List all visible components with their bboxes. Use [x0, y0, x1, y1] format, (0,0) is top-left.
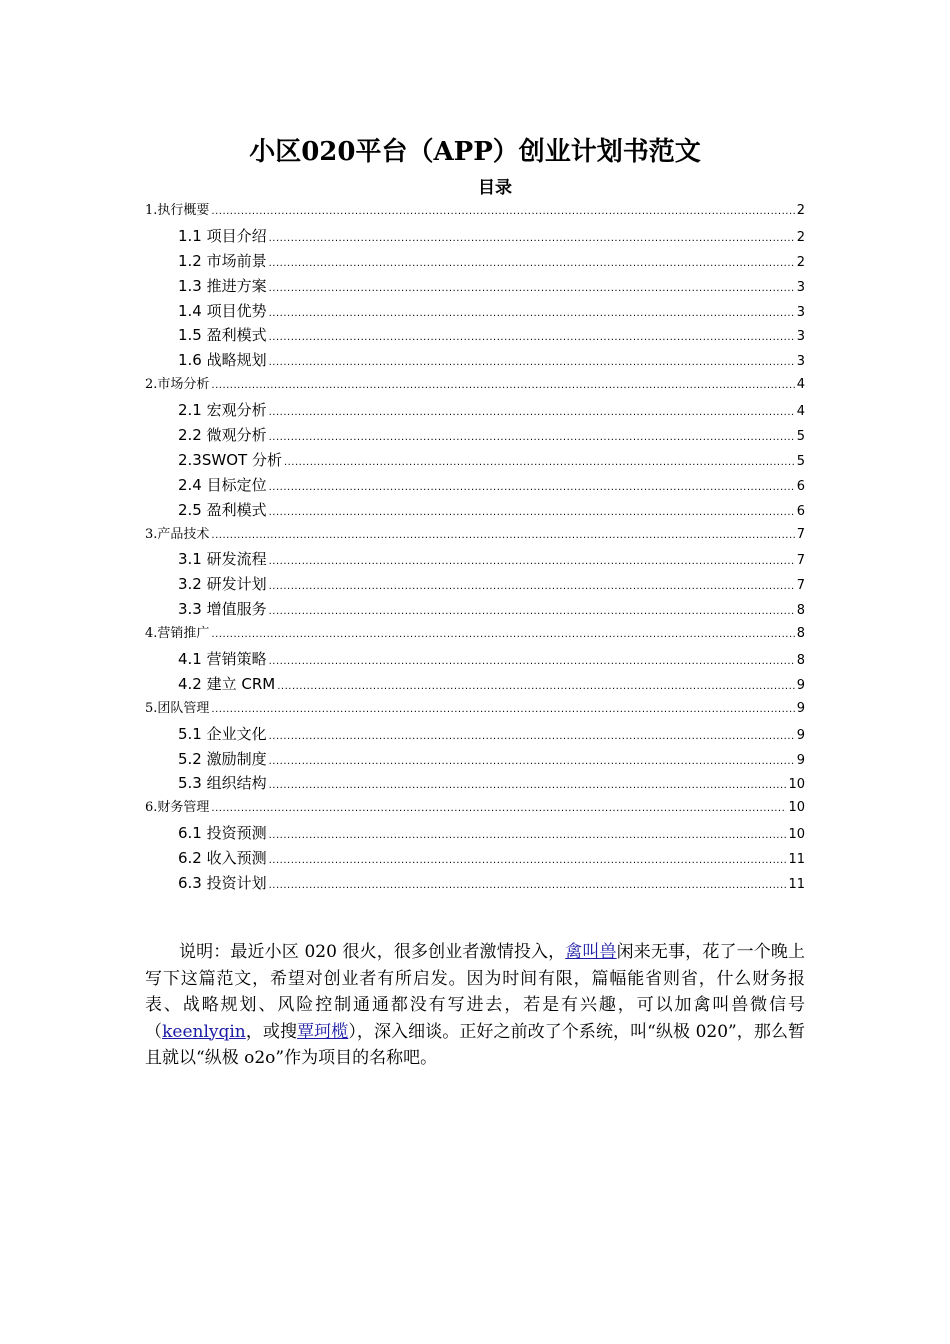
toc-subsection-entry[interactable] — [145, 323, 805, 348]
toc-dot-leader — [269, 600, 795, 625]
toc-dot-leader — [269, 774, 787, 799]
toc-dot-leader — [211, 698, 794, 723]
toc-entry-title: 6.1 投资预测 — [178, 824, 267, 843]
toc-entry-title: 1.执行概要 — [145, 203, 210, 218]
toc-subsection-entry[interactable] — [145, 821, 805, 846]
toc-dot-leader — [269, 302, 795, 327]
toc-page-number: 7 — [796, 553, 805, 569]
author-link[interactable]: 禽叫兽 — [565, 942, 617, 962]
toc-page-number: 8 — [796, 603, 805, 619]
toc-subsection-entry[interactable] — [145, 348, 805, 373]
author-name-link[interactable]: 覃珂榄 — [297, 1021, 349, 1042]
toc-entry-title: 4.营销推广 — [145, 626, 210, 642]
toc-subsection-entry[interactable] — [145, 423, 805, 448]
toc-page-number: 9 — [796, 677, 805, 693]
toc-page-number: 9 — [796, 700, 805, 716]
toc-dot-leader — [277, 675, 794, 700]
toc-entry-title: 3.1 研发流程 — [178, 550, 267, 569]
toc-subsection-entry[interactable] — [145, 547, 805, 572]
toc-page-number: 4 — [796, 377, 805, 393]
toc-entry-title: 3.3 增值服务 — [178, 600, 267, 619]
toc-subsection-entry[interactable] — [145, 448, 805, 473]
toc-subsection-entry[interactable] — [145, 747, 805, 772]
toc-page-number: 2 — [796, 254, 805, 270]
toc-subsection-entry[interactable] — [145, 224, 805, 249]
toc-entry-title: 6.3 投资计划 — [178, 874, 267, 893]
toc-page-number: 7 — [796, 526, 805, 542]
toc-entry-title: 2.1 宏观分析 — [178, 401, 267, 420]
toc-page-number: 3 — [796, 329, 805, 345]
note-text: ），深入细谈。正好之前改了个系统，叫“纵极 020”，那么暂且就以“纵极 o2o”作为项目的名称吧。 — [145, 1021, 806, 1068]
toc-entry-title: 5.3 组织结构 — [178, 774, 267, 793]
toc-subsection-entry[interactable] — [145, 473, 805, 498]
toc-dot-leader — [284, 451, 795, 476]
toc-entry-title: 6.2 收入预测 — [178, 849, 267, 868]
toc-dot-leader — [269, 575, 795, 600]
toc-subsection-entry[interactable] — [145, 572, 805, 597]
note-paragraph — [145, 939, 805, 1072]
toc-entry-title: 1.5 盈利模式 — [178, 326, 267, 345]
toc-page-number: 9 — [796, 752, 805, 768]
toc-section-entry[interactable] — [145, 622, 805, 647]
toc-page-number: 6 — [796, 478, 805, 494]
toc-page-number: 11 — [788, 852, 805, 868]
toc-entry-title: 5.2 激励制度 — [178, 749, 267, 768]
toc-dot-leader — [269, 501, 795, 526]
toc-page-number: 3 — [796, 279, 805, 295]
toc-dot-leader — [269, 874, 787, 899]
toc-dot-leader — [211, 524, 794, 549]
toc-section-entry[interactable] — [145, 373, 805, 398]
toc-dot-leader — [269, 650, 795, 675]
toc-dot-leader — [269, 725, 795, 750]
toc-dot-leader — [269, 550, 795, 575]
toc-page-number: 10 — [788, 777, 805, 793]
toc-dot-leader — [269, 476, 795, 501]
toc-dot-leader — [269, 849, 787, 874]
toc-dot-leader — [269, 227, 795, 252]
toc-dot-leader — [269, 426, 795, 451]
toc-section-entry[interactable] — [145, 199, 805, 224]
toc-entry-title: 3.2 研发计划 — [178, 575, 267, 594]
toc-entry-title: 1.6 战略规划 — [178, 351, 267, 370]
toc-subsection-entry[interactable] — [145, 672, 805, 697]
toc-subsection-entry[interactable] — [145, 249, 805, 274]
note-text: 说明：最近小区 020 很火，很多创业者激情投入， — [179, 942, 566, 962]
toc-entry-title: 2.5 盈利模式 — [178, 500, 267, 519]
toc-dot-leader — [269, 750, 795, 775]
toc-subsection-entry[interactable] — [145, 846, 805, 871]
toc-dot-leader — [211, 374, 794, 399]
toc-entry-title: 4.1 营销策略 — [178, 650, 267, 669]
toc-page-number: 5 — [796, 453, 805, 469]
toc-subsection-entry[interactable] — [145, 871, 805, 896]
toc-entry-title: 1.2 市场前景 — [178, 251, 267, 270]
toc-dot-leader — [211, 623, 794, 648]
toc-page-number: 11 — [788, 877, 805, 893]
toc-subsection-entry[interactable] — [145, 722, 805, 747]
toc-dot-leader — [269, 252, 795, 277]
toc-entry-title: 6.财务管理 — [145, 800, 210, 816]
toc-entry-title: 2.3SWOT 分析 — [178, 450, 282, 469]
toc-page-number: 4 — [796, 404, 805, 420]
toc-page-number: 8 — [796, 626, 805, 642]
toc-subsection-entry[interactable] — [145, 771, 805, 796]
toc-page-number: 2 — [796, 203, 805, 218]
toc-subsection-entry[interactable] — [145, 498, 805, 523]
toc-entry-title: 5.团队管理 — [145, 700, 210, 716]
toc-page-number: 5 — [796, 429, 805, 445]
toc-dot-leader — [269, 326, 795, 351]
wechat-id-link[interactable]: keenlyqin — [162, 1021, 246, 1042]
toc-entry-title: 2.4 目标定位 — [178, 475, 267, 494]
toc-page-number: 2 — [796, 229, 805, 245]
toc-entry-title: 3.产品技术 — [145, 526, 210, 542]
document-title: 小区020平台（APP）创业计划书范文 — [249, 137, 701, 167]
toc-dot-leader — [211, 200, 794, 225]
toc-dot-leader — [269, 351, 795, 376]
toc-page-number: 3 — [796, 304, 805, 320]
toc-section-entry[interactable] — [145, 523, 805, 548]
toc-page-number: 9 — [796, 727, 805, 743]
toc-dot-leader — [269, 824, 787, 849]
toc-section-entry[interactable] — [145, 697, 805, 722]
toc-entry-title: 1.1 项目介绍 — [178, 226, 267, 245]
toc-page-number: 10 — [788, 800, 805, 816]
toc-entry-title: 5.1 企业文化 — [178, 724, 267, 743]
toc-subsection-entry[interactable] — [145, 274, 805, 299]
toc-entry-title: 4.2 建立 CRM — [178, 674, 276, 693]
toc-entry-title: 1.4 项目优势 — [178, 301, 267, 320]
note-text: 闲来无事，花了一个晚上写下这篇范文，希望对创业者有所启发。因为时间有限，篇幅能省则省，什么财务报表、战略规划、风险控制通通都没有写进去，若是有兴趣，可以加禽叫兽微信号（ — [145, 942, 805, 1042]
toc-page-number: 3 — [796, 354, 805, 370]
toc-entry-title: 2.2 微观分析 — [178, 426, 267, 445]
table-of-contents — [145, 199, 805, 896]
toc-page-number: 10 — [788, 827, 805, 843]
toc-dot-leader — [211, 797, 786, 822]
toc-section-entry[interactable] — [145, 796, 805, 821]
toc-subsection-entry[interactable] — [145, 299, 805, 324]
toc-page-number: 7 — [796, 578, 805, 594]
note-text: ，或搜 — [245, 1021, 298, 1042]
toc-subsection-entry[interactable] — [145, 597, 805, 622]
toc-page-number: 8 — [796, 653, 805, 669]
toc-entry-title: 2.市场分析 — [145, 377, 210, 393]
toc-heading: 目录 — [478, 178, 512, 198]
toc-subsection-entry[interactable] — [145, 398, 805, 423]
toc-entry-title: 1.3 推进方案 — [178, 276, 267, 295]
toc-dot-leader — [269, 401, 795, 426]
toc-subsection-entry[interactable] — [145, 647, 805, 672]
toc-dot-leader — [269, 277, 795, 302]
toc-page-number: 6 — [796, 503, 805, 519]
